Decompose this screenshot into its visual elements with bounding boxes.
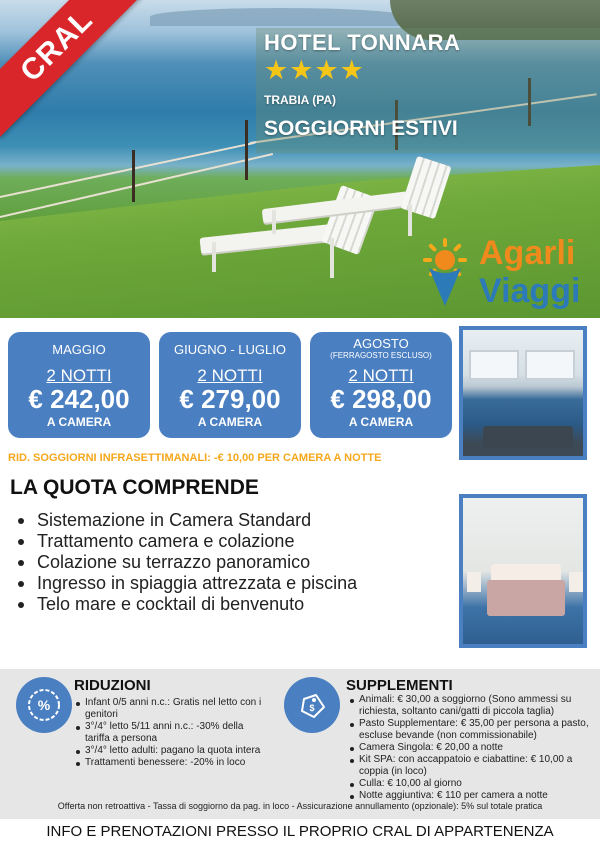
price-nights: 2 NOTTI xyxy=(348,366,414,385)
logo-text-viaggi: Viaggi xyxy=(479,272,581,310)
svg-text:$: $ xyxy=(309,703,315,713)
price-month: MAGGIO xyxy=(52,342,106,357)
list-item: Animali: € 30,00 a soggiorno (Sono ammessi su richiesta, soltanto cani/gatti di piccola taglia) xyxy=(350,694,594,718)
riduzioni-list xyxy=(76,697,268,769)
fence-post xyxy=(245,120,248,180)
price-month: AGOSTO xyxy=(353,336,409,351)
riduzioni-title: RIDUZIONI xyxy=(74,677,151,694)
hotel-location: TRABIA (PA) xyxy=(264,93,336,107)
price-nights: 2 NOTTI xyxy=(46,366,112,385)
percent-badge-icon xyxy=(16,677,72,733)
price-amount: € 242,00 xyxy=(28,384,130,414)
price-box-giugno-luglio xyxy=(159,332,301,438)
hotel-room-photo xyxy=(459,494,587,648)
list-item: Camera Singola: € 20,00 a notte xyxy=(350,742,594,754)
hero-image xyxy=(0,0,600,318)
terms-note: Offerta non retroattiva - Tassa di soggiorno da pag. in loco - Assicurazione annullamento (opzionale): 5% sul totale pratica xyxy=(57,801,543,811)
list-item: Culla: € 10,00 al giorno xyxy=(350,778,594,790)
hotel-name: HOTEL TONNARA xyxy=(264,30,461,55)
list-item: Trattamenti benessere: -20% in loco xyxy=(76,757,268,769)
list-item: Colazione su terrazzo panoramico xyxy=(18,552,357,573)
offer-subtitle: SOGGIORNI ESTIVI xyxy=(264,117,458,140)
logo-text-agarli: Agarli xyxy=(479,234,576,272)
price-unit: A CAMERA xyxy=(46,415,112,429)
price-month: GIUGNO - LUGLIO xyxy=(174,342,286,357)
distant-hills xyxy=(150,8,410,26)
list-item: Pasto Supplementare: € 35,00 per persona a pasto, escluse bevande (non commissionabile) xyxy=(350,718,594,742)
list-item: Ingresso in spiaggia attrezzata e piscina xyxy=(18,573,357,594)
star-rating-icon: ★★★★ xyxy=(264,55,365,85)
list-item: Notte aggiuntiva: € 110 per camera a notte xyxy=(350,790,594,802)
list-item: Telo mare e cocktail di benvenuto xyxy=(18,594,357,615)
quota-list xyxy=(18,510,357,615)
price-unit: A CAMERA xyxy=(197,415,263,429)
supplementi-list xyxy=(350,694,594,802)
list-item: Sistemazione in Camera Standard xyxy=(18,510,357,531)
price-tag-icon xyxy=(284,677,340,733)
price-amount: € 298,00 xyxy=(330,384,432,414)
spa-pool-photo xyxy=(459,326,587,460)
footer-info: INFO E PRENOTAZIONI PRESSO IL PROPRIO CRAL DI APPARTENENZA xyxy=(46,823,554,840)
list-item: Trattamento camera e colazione xyxy=(18,531,357,552)
price-box-agosto xyxy=(310,332,452,438)
price-nights: 2 NOTTI xyxy=(197,366,263,385)
list-item: 3°/4° letto adulti: pagano la quota intera xyxy=(76,745,268,757)
list-item: 3°/4° letto 5/11 anni n.c.: -30% della tariffa a persona xyxy=(76,721,268,745)
location-pin-sun-icon xyxy=(423,238,467,308)
price-amount: € 279,00 xyxy=(179,384,281,414)
price-note: (FERRAGOSTO ESCLUSO) xyxy=(330,351,432,360)
fence-post xyxy=(132,150,135,202)
list-item: Infant 0/5 anni n.c.: Gratis nel letto con i genitori xyxy=(76,697,268,721)
riduzione-infrasettimanale: RID. SOGGIORNI INFRASETTIMANALI: -€ 10,00 PER CAMERA A NOTTE xyxy=(8,452,382,464)
svg-text:%: % xyxy=(37,697,51,713)
list-item: Kit SPA: con accappatoio e ciabattine: € 10,00 a coppia (in loco) xyxy=(350,754,594,778)
cral-ribbon xyxy=(0,0,148,137)
price-box-maggio xyxy=(8,332,150,438)
ribbon-label: CRAL xyxy=(14,3,100,89)
supplementi-title: SUPPLEMENTI xyxy=(346,677,453,694)
quota-title: LA QUOTA COMPRENDE xyxy=(10,476,259,499)
price-unit: A CAMERA xyxy=(348,415,414,429)
agarli-viaggi-logo xyxy=(419,234,589,314)
